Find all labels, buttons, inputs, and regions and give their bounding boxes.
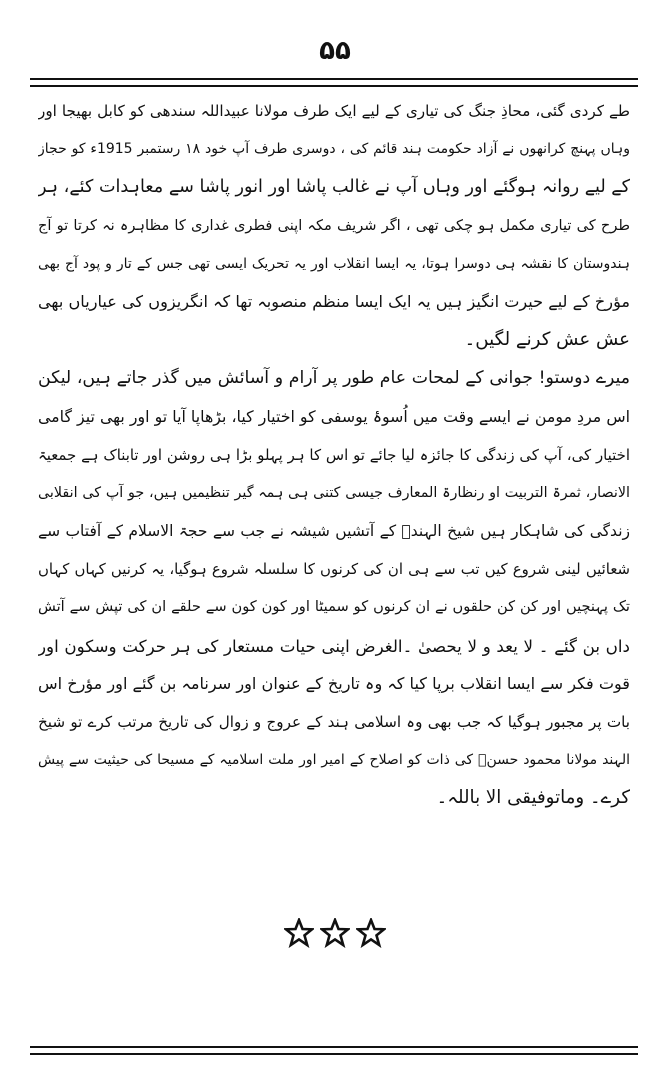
star-icon xyxy=(284,918,314,948)
text-line: شعائیں لینی شروع کیں تب سے ہی ان کی کرنوں کا سلسلہ شروع ہوگیا، یہ کرنیں کہاں کہاں xyxy=(38,560,630,579)
text-line: مؤرخ کے لیے حیرت انگیز ہیں یہ ایک ایسا منظم منصوبہ تھا کہ انگریزوں کی عیاریاں بھی xyxy=(38,291,630,311)
text-line: وہاں پہنچ کرانھوں نے آزاد حکومت ہند قائم کی ، دوسری طرف آپ خود ۱۸ رستمبر 1915ء کو حجاز xyxy=(38,141,630,158)
text-line: طے کردی گئی، محاذِ جنگ کی تیاری کے لیے ایک طرف مولانا عبیداللہ سندھی کو کابل بھیجا اور xyxy=(38,102,630,120)
text-line: زندگی کی شاہکار ہیں شیخ الہندؒ کے آتشیں شیشہ نے جب سے حجۃ الاسلام کے آفتاب سے xyxy=(38,522,630,541)
text-line: کرے۔ وماتوفیقی الا باللہ۔ xyxy=(436,787,630,809)
text-line: الانصار، ثمرۃ التربیت او رنظارۃ المعارف جیسی کتنی ہی ہمہ گیر تنظیمیں ہیں، جو آپ کی انقلابی xyxy=(38,484,630,501)
text-line: الہند مولانا محمود حسنؒ کی ذات کو اصلاح کے امیر اور ملت اسلامیہ کے مسیحا کی حیثیت سے پیش xyxy=(38,752,630,769)
text-line: بات پر مجبور ہوگیا کہ جب بھی وہ اسلامی ہند کے عروج و زوال کی تاریخ مرتب کرے تو شیخ xyxy=(38,713,630,731)
top-rule xyxy=(30,78,638,87)
star-icon xyxy=(356,918,386,948)
text-line: تک پہنچیں اور کن کن حلقوں نے ان کرنوں کو سمیٹا اور کون کون سے حلقے ان کی تپش سے آتش xyxy=(38,598,630,616)
bottom-rule xyxy=(30,1046,638,1055)
body-text xyxy=(38,92,630,818)
text-line: کے لیے روانہ ہوگئے اور وہاں آپ نے غالب پاشا اور انور پاشا سے معاہدات کئے، ہر xyxy=(38,177,630,198)
text-line: اس مردِ مومن نے ایسے وقت میں اُسوۂ یوسفی کو اختیار کیا، بڑھاپا آیا تو اور بھی تیز گامی xyxy=(38,406,630,426)
ornament xyxy=(0,918,670,948)
page-number: ۵۵ xyxy=(319,36,351,66)
text-line: قوت فکر سے ایسا انقلاب برپا کیا کہ وہ تاریخ کے عنوان اور سرنامہ بن گئے اور مؤرخ اس xyxy=(38,673,630,693)
text-line: داں بن گئے ۔ لا یعد و لا یحصیٰ ۔الغرض اپنی حیات مستعار کی ہر حرکت وسکون اور xyxy=(38,635,630,656)
text-line: طرح کی تیاری مکمل ہو چکی تھی ، اگر شریف مکہ اپنی فطری غداری کا مظاہرہ نہ کرتا تو آج xyxy=(38,216,630,234)
star-icon xyxy=(320,918,350,948)
text-line: عش عش کرنے لگیں۔ xyxy=(464,329,630,351)
text-line: ہندوستان کا نقشہ ہی دوسرا ہوتا، یہ ایسا انقلاب اور یہ تحریک ایسی تھی جس کے تار و پود آج بھی xyxy=(38,255,630,272)
text-line: میرے دوستو! جوانی کے لمحات عام طور پر آرام و آسائش میں گذر جاتے ہیں، لیکن xyxy=(38,368,630,389)
text-line: اختیار کی، آپ کی زندگی کا جائزہ لیا جائے تو اس کا ہر پہلو بڑا ہی روشن اور تابناک ہے جمعیۃ xyxy=(38,445,630,464)
